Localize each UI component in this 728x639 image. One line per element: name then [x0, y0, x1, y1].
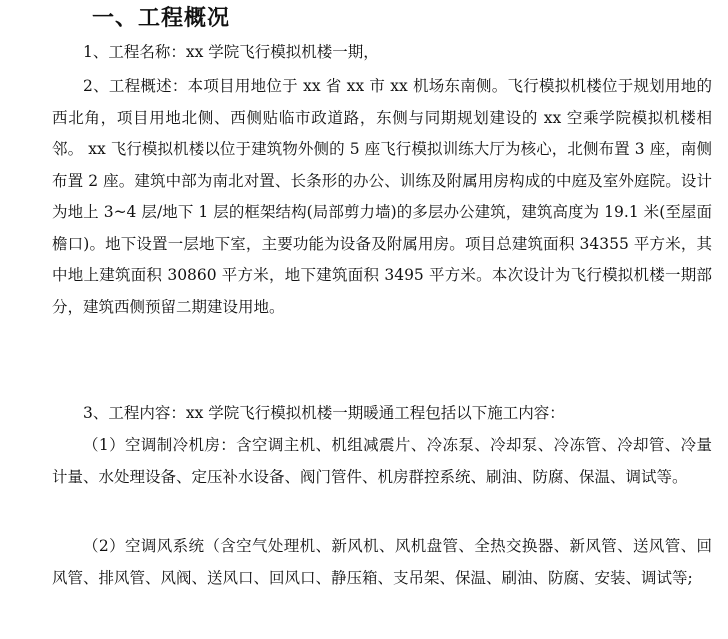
project-content-paragraph: 3、工程内容：xx 学院飞行模拟机楼一期暖通工程包括以下施工内容： [83, 404, 565, 422]
section-heading: 一、工程概况 [92, 6, 231, 31]
content-item-chiller-room: （1）空调制冷机房：含空调主机、机组减震片、冷冻泵、冷却泵、冷冻管、冷却管、冷量计量、水处理设备、定压补水设备、阀门管件、机房群控系统、刷油、防腐、保温、调试等。 [52, 436, 712, 486]
project-name-paragraph: 1、工程名称：xx 学院飞行模拟机楼一期， [83, 43, 379, 61]
content-item-air-system: （2）空调风系统（含空气处理机、新风机、风机盘管、全热交换器、新风管、送风管、回风管、排风管、风阀、送风口、回风口、静压箱、支吊架、保温、刷油、防腐、安装、调试等; [52, 537, 712, 587]
project-overview-paragraph: 2、工程概述：本项目用地位于 xx 省 xx 市 xx 机场东南侧。飞行模拟机楼位于规划用地的西北角，项目用地北侧、西侧贴临市政道路，东侧与同期规划建设的 xx 空乘学院模拟机楼相邻。 xx 飞行模拟机楼以位于建筑物外侧的 5 座飞行模拟训练大厅为核心，北侧布置 3 座，南侧布置 2 座。建筑中部为南北对置、长条形的办公、训练及附属用房构成的中庭及室外庭院。设计为地上 3~4 层/地下 1 层的框架结构(局部剪力墙)的多层办公建筑，建筑高度为 19.1 米(至屋面檐口)。地下设置一层地下室，主要功能为设备及附属用房。项目总建筑面积 34355 平方米，其中地上建筑面积 30860 平方米，地下建筑面积 3495 平方米。本次设计为飞行模拟机楼一期部分，建筑西侧预留二期建设用地。 [52, 77, 712, 316]
